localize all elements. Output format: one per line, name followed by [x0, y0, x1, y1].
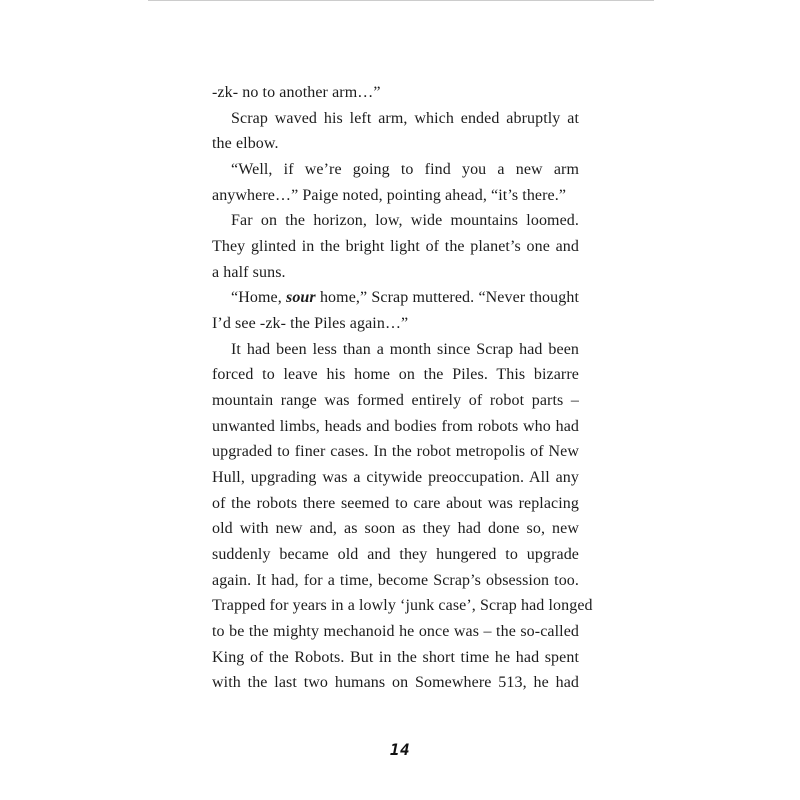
body-text: a half suns.	[212, 263, 286, 281]
body-text: suddenly became old and they hungered to upgrade	[212, 546, 579, 564]
text-line	[212, 542, 579, 568]
text-line	[212, 388, 579, 414]
text-line	[212, 516, 579, 542]
text-line	[212, 157, 579, 183]
text-line	[212, 670, 579, 696]
text-block	[212, 80, 593, 696]
text-line	[212, 234, 579, 260]
body-text: old with new and, as soon as they had done so, new	[212, 520, 579, 538]
text-line	[212, 106, 579, 132]
text-line	[212, 311, 579, 337]
text-line	[212, 465, 579, 491]
text-line	[212, 645, 579, 671]
text-line	[212, 491, 579, 517]
body-text: Far on the horizon, low, wide mountains loomed.	[231, 212, 579, 230]
body-text: unwanted limbs, heads and bodies from robots who had	[212, 417, 579, 435]
text-line	[212, 80, 579, 106]
text-line	[212, 260, 579, 286]
body-text: forced to leave his home on the Piles. This bizarre	[212, 366, 579, 384]
body-text: King of the Robots. But in the short time he had spent	[212, 648, 579, 666]
emphasized-text: sour	[286, 289, 316, 307]
body-text: to be the mighty mechanoid he once was – the so-called	[212, 623, 579, 641]
text-line	[212, 183, 579, 209]
page-number: 14	[389, 740, 411, 759]
page-scan-edge-artifact	[148, 0, 654, 1]
text-line	[212, 337, 579, 363]
text-line	[212, 439, 579, 465]
text-line	[212, 619, 579, 645]
body-text: I’d see -zk- the Piles again…”	[212, 315, 409, 333]
body-text: Trapped for years in a lowly ‘junk case’, Scrap had longed	[212, 597, 593, 615]
text-line	[212, 568, 579, 594]
body-text: Hull, upgrading was a citywide preoccupation. All any	[212, 469, 579, 487]
text-line	[212, 208, 579, 234]
text-line	[212, 285, 579, 311]
body-text: home,” Scrap muttered. “Never thought	[315, 289, 580, 307]
body-text: anywhere…” Paige noted, pointing ahead, “it’s there.”	[212, 186, 567, 204]
body-text: of the robots there seemed to care about was replacing	[212, 494, 579, 512]
text-line	[212, 362, 579, 388]
body-text: “Well, if we’re going to find you a new arm	[231, 161, 579, 179]
body-text: mountain range was formed entirely of robot parts –	[212, 392, 579, 410]
body-text: again. It had, for a time, become Scrap’s obsession too.	[212, 571, 579, 589]
body-text: -zk- no to another arm…”	[212, 84, 381, 101]
text-line	[212, 131, 579, 157]
body-text: the elbow.	[212, 135, 279, 153]
body-text: Scrap waved his left arm, which ended abruptly at	[231, 109, 579, 127]
body-text: It had been less than a month since Scrap had been	[231, 340, 579, 358]
text-line	[212, 593, 593, 619]
body-text: “Home,	[231, 289, 286, 307]
body-text: upgraded to finer cases. In the robot metropolis of New	[212, 443, 579, 461]
body-text: They glinted in the bright light of the planet’s one and	[212, 238, 579, 256]
body-text: with the last two humans on Somewhere 513, he had	[212, 674, 579, 692]
text-line	[212, 414, 579, 440]
